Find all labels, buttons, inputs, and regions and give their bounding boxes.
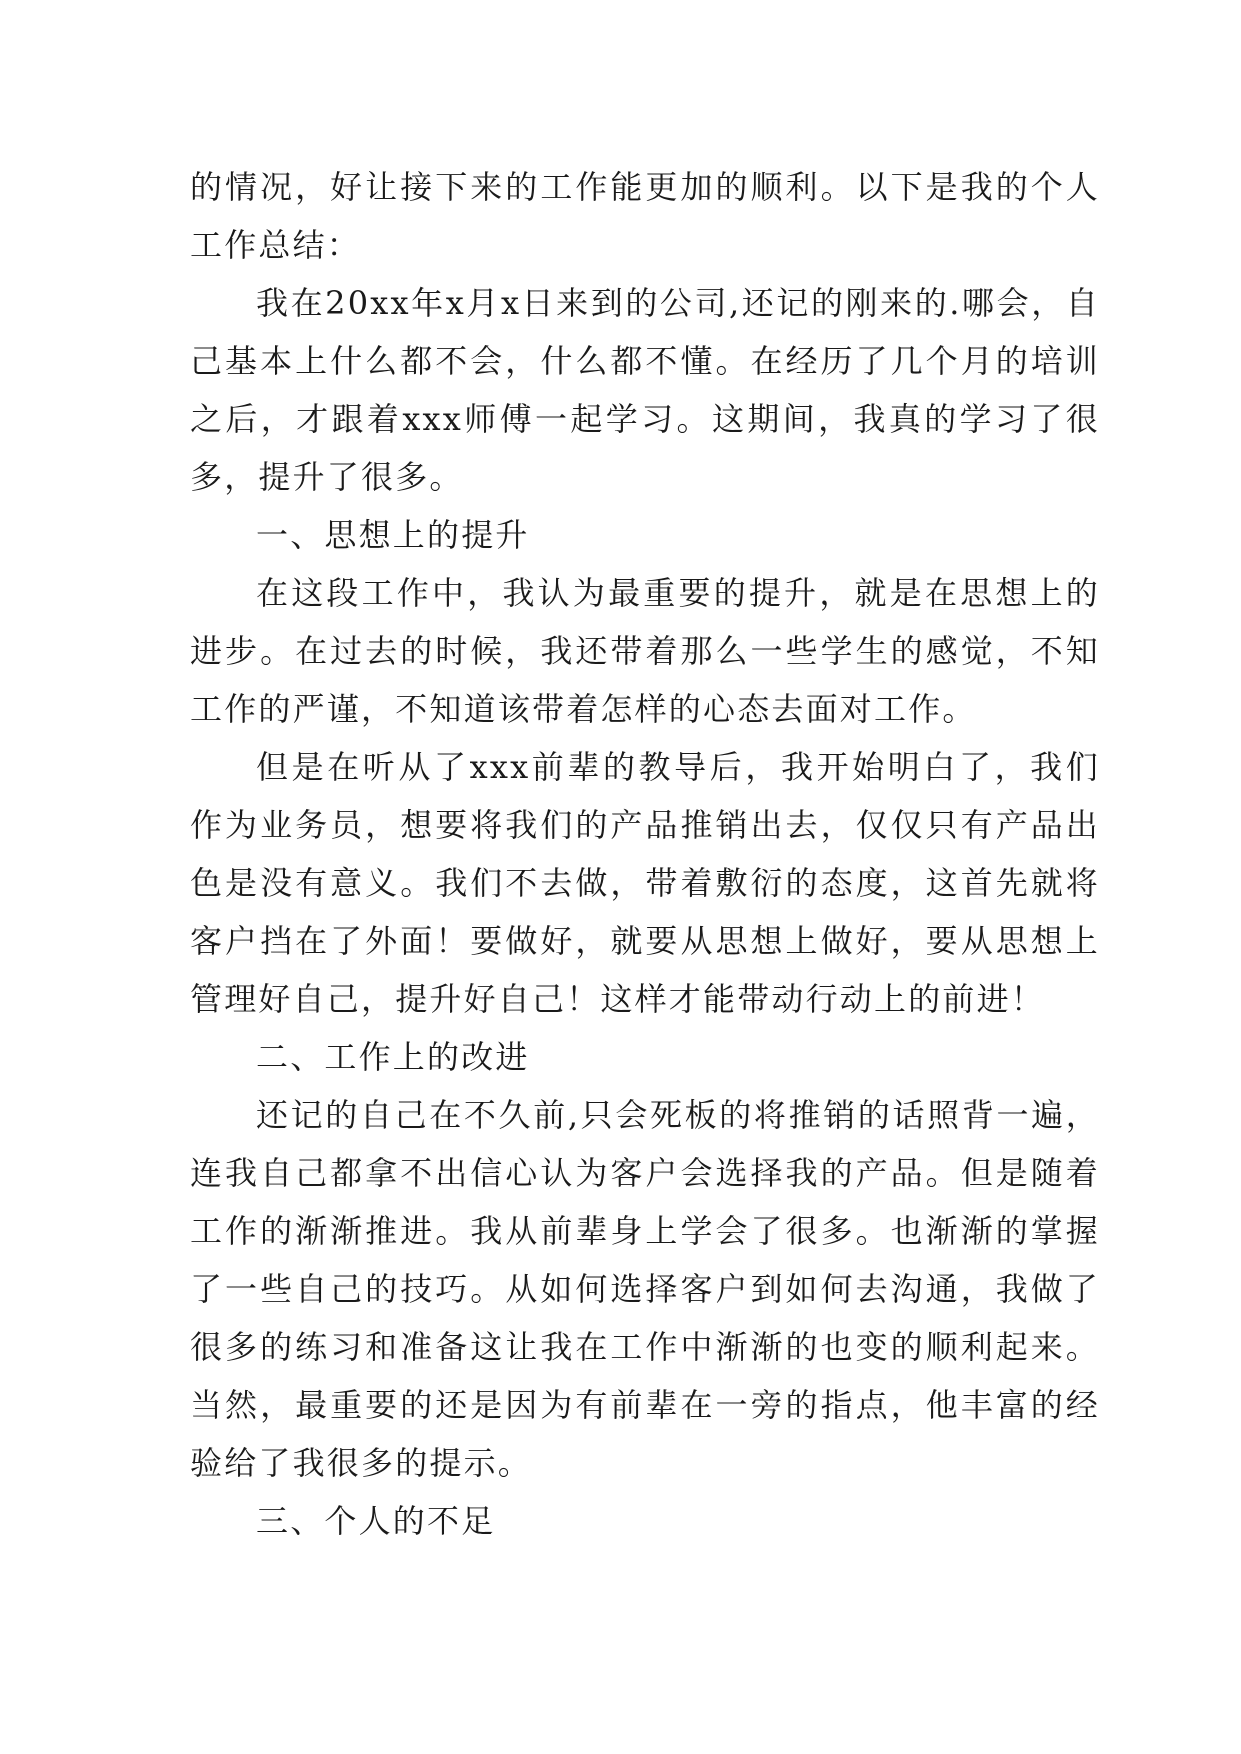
paragraph-intro-continuation: 的情况，好让接下来的工作能更加的顺利。以下是我的个人工作总结：	[190, 168, 1100, 264]
paragraph-work-improvement: 还记的自己在不久前,只会死板的将推销的话照背一遍，连我自己都拿不出信心认为客户会选择我的产品。但是随着工作的渐渐推进。我从前辈身上学会了很多。也渐渐的掌握了一些自己的技巧。从如何选择客户到如何去沟通，我做了很多的练习和准备这让我在工作中渐渐的也变的顺利起来。当然，最重要的还是因为有前辈在一旁的指点，他丰富的经验给了我很多的提示。	[190, 1096, 1100, 1482]
paragraph-thinking-progress: 在这段工作中，我认为最重要的提升，就是在思想上的进步。在过去的时候，我还带着那么一些学生的感觉，不知工作的严谨，不知道该带着怎样的心态去面对工作。	[190, 574, 1100, 728]
section-heading-shortcomings: 三、个人的不足	[256, 1502, 496, 1540]
section-heading-work: 二、工作上的改进	[256, 1038, 530, 1076]
paragraph-arrival: 我在20xx年x月x日来到的公司,还记的刚来的.哪会，自己基本上什么都不会，什么都不懂。在经历了几个月的培训之后，才跟着xxx师傅一起学习。这期间，我真的学习了很多，提升了很多。	[190, 284, 1100, 496]
document-body	[190, 158, 1100, 1550]
paragraph-mentor-guidance: 但是在听从了xxx前辈的教导后，我开始明白了，我们作为业务员，想要将我们的产品推销出去，仅仅只有产品出色是没有意义。我们不去做，带着敷衍的态度，这首先就将客户挡在了外面！要做好，就要从思想上做好，要从思想上管理好自己，提升好自己！这样才能带动行动上的前进！	[190, 748, 1100, 1018]
section-heading-thinking: 一、思想上的提升	[256, 516, 530, 554]
